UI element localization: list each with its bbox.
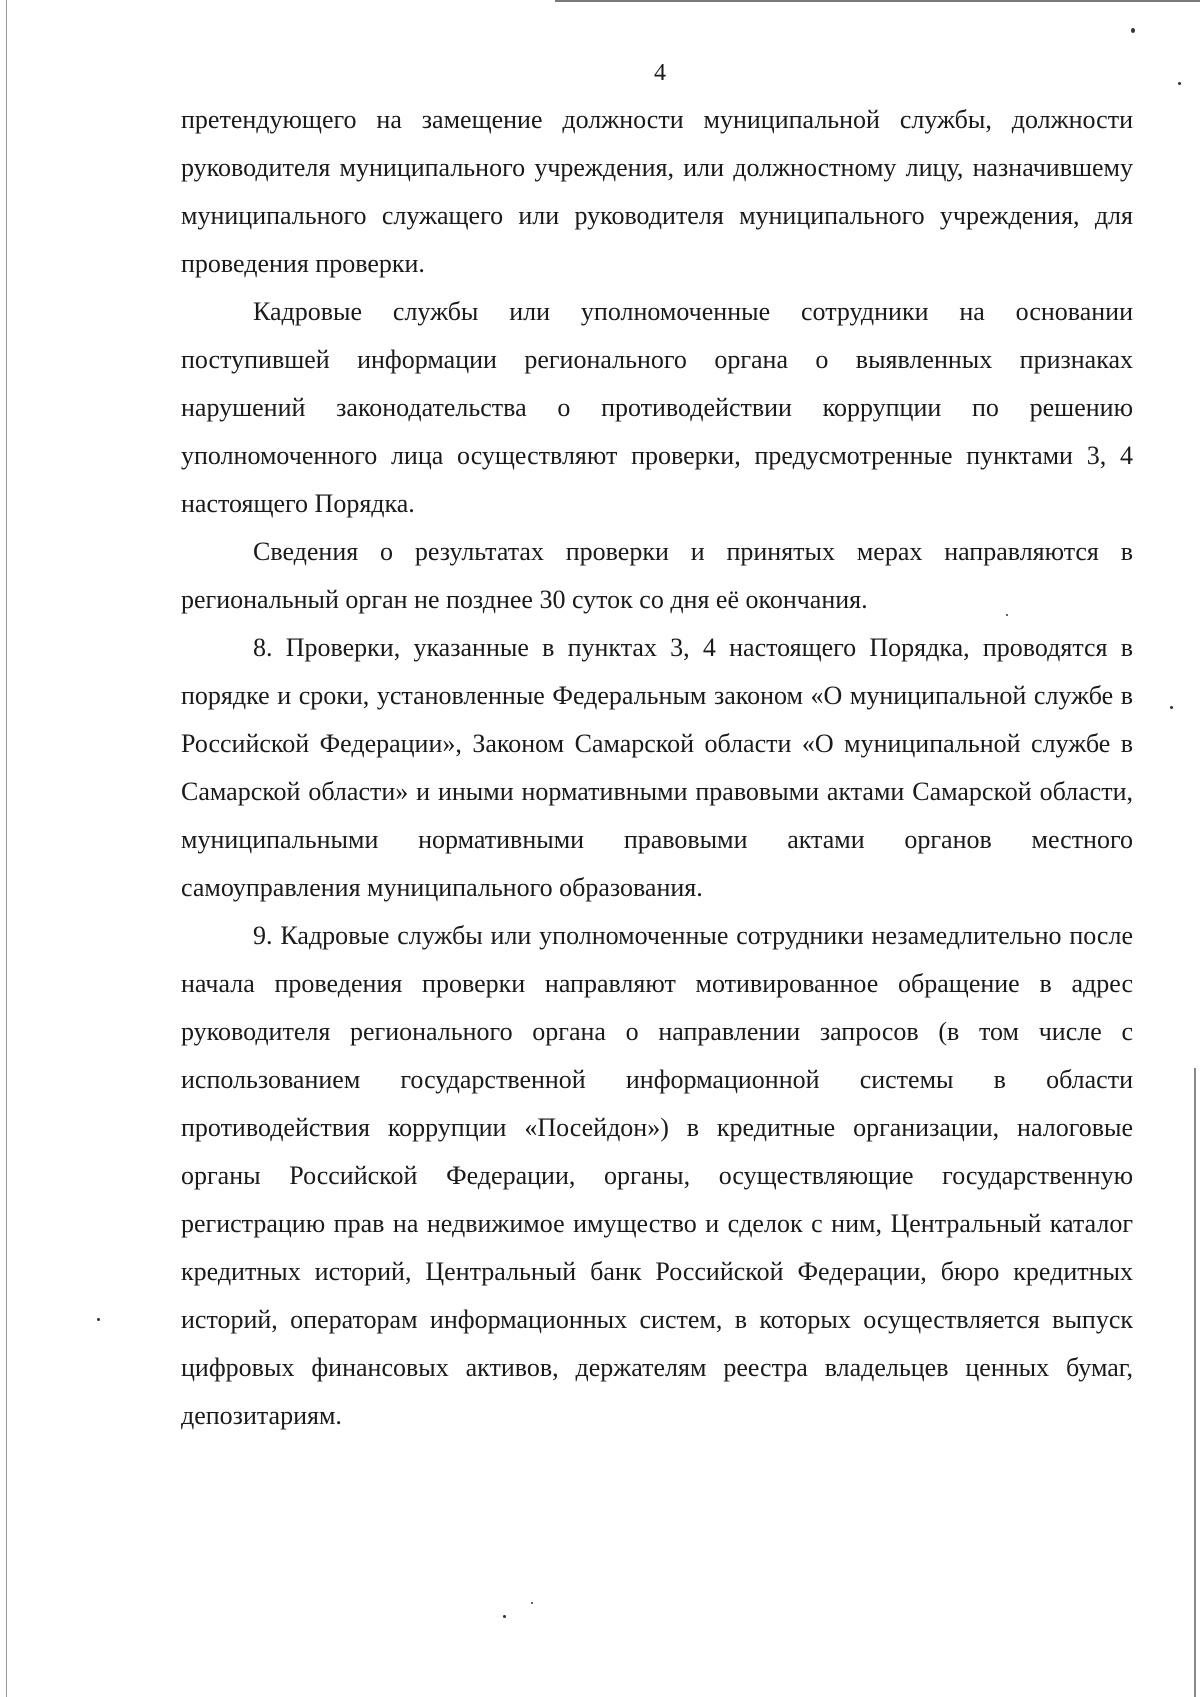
paragraph-hr-services: Кадровые службы или уполномоченные сотрудники на основании поступившей информации регионального органа о выявленных признаках нарушений законодательства о противодействии коррупции по решению уполномоченного лица осуществляют проверки, предусмотренные пунктами 3, 4 настоящего Порядка. (181, 297, 1133, 518)
paragraph-continuation: претендующего на замещение должности муниципальной службы, должности руководителя муниципального учреждения, или должностному лицу, назначившему муниципального служащего или руководителя муниципального учреждения, для проведения проверки. (181, 105, 1133, 278)
scan-speck (531, 1602, 533, 1604)
scan-speck (503, 1615, 506, 1618)
paragraph-check-results: Сведения о результатах проверки и принятых мерах направляются в региональный орган не позднее 30 суток со дня её окончания. (181, 537, 1133, 614)
scan-edge-left (6, 0, 7, 1697)
paragraph-item-9: 9. Кадровые службы или уполномоченные сотрудники незамедлительно после начала проведения проверки направляют мотивированное обращение в адрес руководителя регионального органа о направлении запросов (в том числе с использованием государственной информационной системы в области противодействия коррупции «Посейдон») в кредитные организации, налоговые органы Российской Федерации, органы, осуществляющие государственную регистрацию прав на недвижимое имущество и сделок с ним, Центральный каталог кредитных историй, Центральный банк Российской Федерации, бюро кредитных историй, операторам информационных систем, в которых осуществляется выпуск цифровых финансовых активов, держателям реестра владельцев ценных бумаг, депозитариям. (181, 921, 1133, 1430)
paragraph-item-8: 8. Проверки, указанные в пунктах 3, 4 настоящего Порядка, проводятся в порядке и сроки, установленные Федеральным законом «О муниципальной службе в Российской Федерации», Законом Самарской области «О муниципальной службе в Самарской области» и иными нормативными правовыми актами Самарской области, муниципальными нормативными правовыми актами органов местного самоуправления муниципального образования. (181, 633, 1133, 902)
scan-speck (1131, 28, 1135, 33)
document-body (181, 96, 1133, 1440)
scan-edge-right (1194, 1068, 1196, 1697)
page-number: 4 (654, 60, 666, 86)
scan-edge-top (555, 0, 1200, 2)
scan-speck (1170, 706, 1173, 709)
scan-speck (97, 1318, 100, 1321)
